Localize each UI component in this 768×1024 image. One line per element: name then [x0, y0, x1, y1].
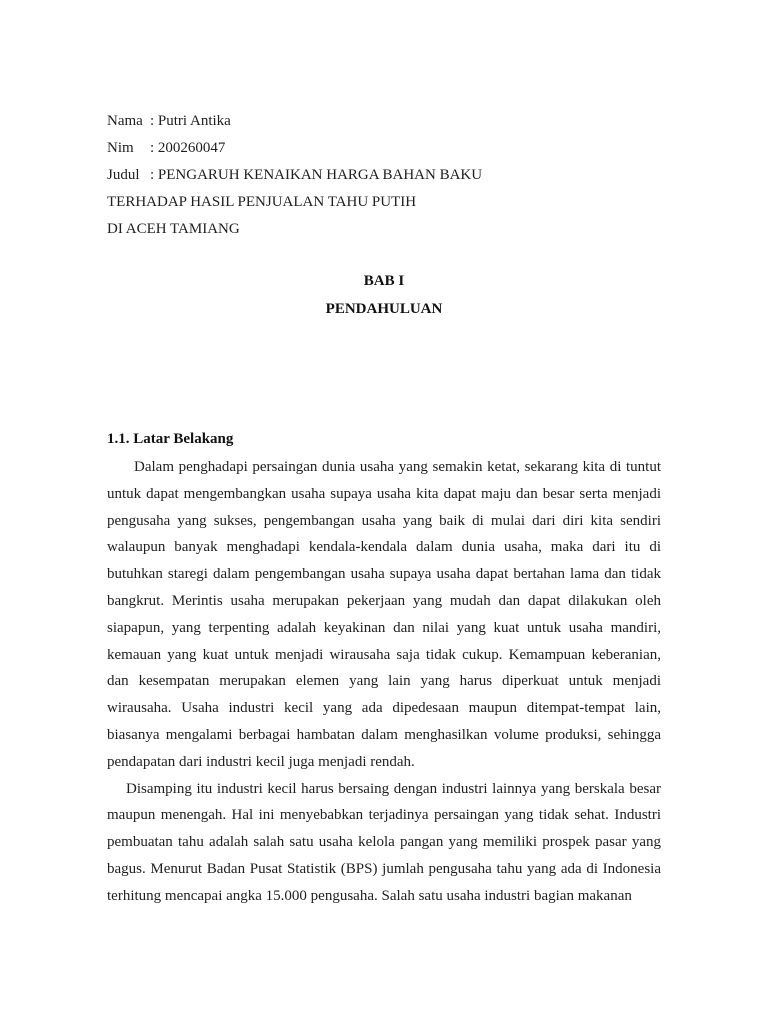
student-info-block [107, 108, 667, 243]
name-label: Nama [107, 113, 143, 129]
paragraph: Disamping itu industri kecil harus bersaing dengan industri lainnya yang berskala besar maupun menengah. Hal ini menyebabkan terjadinya persaingan yang tidak sehat. Industri pembuatan tahu adalah salah satu usaha kelola pangan yang memiliki prospek pasar yang bagus. Menurut Badan Pusat Statistik (BPS) jumlah pengusaha tahu yang ada di Indonesia terhitung mencapai angka 15.000 pengusaha. Salah satu usaha industri bagian makanan [107, 780, 661, 904]
paragraph: Dalam penghadapi persaingan dunia usaha yang semakin ketat, sekarang kita di tuntut untuk dapat mengembangkan usaha supaya usaha kita dapat maju dan besar serta menjadi pengusaha yang sukses, pengembangan usaha yang baik di mulai dari diri kita sendiri walaupun banyak menghadapi kendala-kendala dalam dunia usaha, maka dari itu di butuhkan staregi dalam pengembangan usaha supaya usaha dapat bertahan lama dan tidak bangkrut. Merintis usaha merupakan pekerjaan yang mudah dan dapat dilakukan oleh siapapun, yang terpenting adalah keyakinan dan nilai yang kuat untuk usaha mandiri, kemauan yang kuat untuk menjadi wirausaha saja tidak cukup. Kemampuan keberanian, dan kesempatan merupakan elemen yang lain yang harus diperkuat untuk menjadi wirausaha. Usaha industri kecil yang ada dipedesaan maupun ditempat-tempat lain, biasanya mengalami berbagai hambatan dalam menghasilkan volume produksi, sehingga pendapatan dari industri kecil juga menjadi rendah. [107, 459, 661, 770]
nim-label: Nim [107, 140, 134, 156]
section-body [107, 454, 661, 910]
chapter-number: BAB I [363, 273, 405, 289]
section-heading: 1.1. Latar Belakang [107, 431, 234, 447]
title-label: Judul [107, 167, 140, 183]
chapter-heading [107, 267, 661, 323]
title-row [107, 162, 667, 189]
chapter-title: PENDAHULUAN [325, 301, 443, 317]
name-row [107, 108, 667, 135]
title-line-2: TERHADAP HASIL PENJUALAN TAHU PUTIH [107, 194, 417, 210]
title-value: : PENGARUH KENAIKAN HARGA BAHAN BAKU [150, 167, 483, 183]
title-line-3: DI ACEH TAMIANG [107, 221, 240, 237]
nim-row [107, 135, 667, 162]
name-value: : Putri Antika [150, 113, 231, 129]
nim-value: : 200260047 [150, 140, 226, 156]
